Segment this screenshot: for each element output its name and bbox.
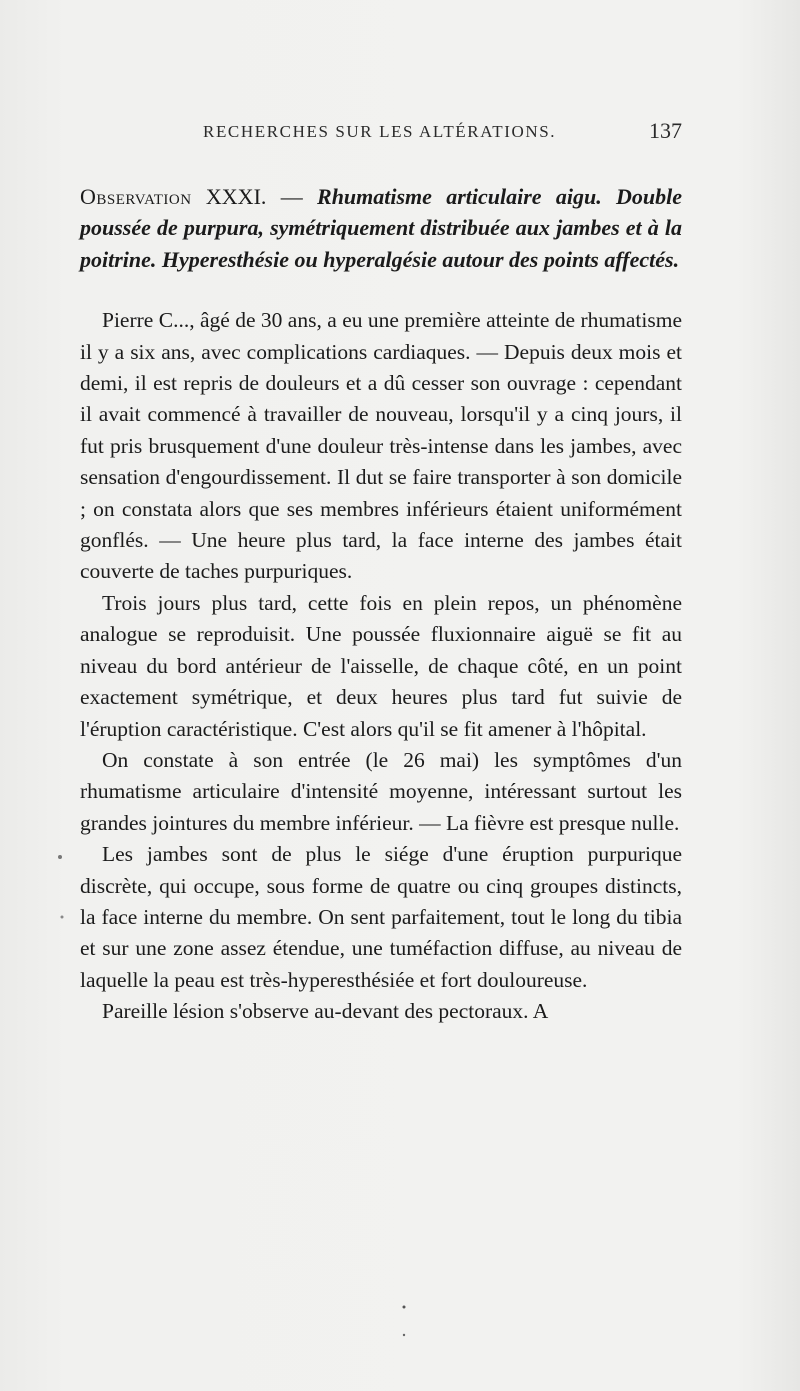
observation-title: Rhumatisme articulaire aigu. Double poussée de purpura, symétriquement distribuée aux jambes et à la poitrine. Hyperesthésie ou hyperalgésie autour des points affectés.: [80, 184, 683, 272]
observation-dash: —: [266, 184, 318, 209]
page-body: [80, 181, 682, 1028]
page-header: [80, 120, 682, 150]
page-number: 137: [649, 118, 682, 143]
paragraph-2: Trois jours plus tard, cette fois en plein repos, un phénomène analogue se reproduisit. Une poussée fluxionnaire aiguë se fit au niveau du bord antérieur de l'aisselle, de chaque côté, en un point exactement symétrique, et deux heures plus tard fut suivie de l'éruption caractéristique. C'est alors qu'il se fit amener à l'hôpital.: [80, 590, 682, 741]
paragraph-1: Pierre C..., âgé de 30 ans, a eu une première atteinte de rhumatisme il y a six ans, avec complications cardiaques. — Depuis deux mois et demi, il est repris de douleurs et a dû cesser son ouvrage : cependant il avait commencé à travailler de nouveau, lorsqu'il y a cinq jours, il fut pris brusquement d'une douleur très-intense dans les jambes, avec sensation d'engourdissement. Il dut se faire transporter à son domicile ; on constata alors que ses membres inférieurs étaient uniformément gonflés. — Une heure plus tard, la face interne des jambes était couverte de taches purpuriques.: [80, 308, 682, 584]
paragraph-3: On constate à son entrée (le 26 mai) les symptômes d'un rhumatisme articulaire d'intensité moyenne, intéressant surtout les grandes jointures du membre inférieur. — La fièvre est presque nulle.: [80, 747, 682, 835]
paper-speck: [58, 855, 62, 859]
paper-speck: [61, 916, 64, 919]
paragraph-4: Les jambes sont de plus le siége d'une éruption purpurique discrète, qui occupe, sous forme de quatre ou cinq groupes distincts, la face interne du membre. On sent parfaitement, tout le long du tibia et sur une zone assez étendue, une tuméfaction diffuse, au niveau de laquelle la peau est très-hyperesthésiée et fort douloureuse.: [80, 842, 682, 992]
running-title: RECHERCHES SUR LES ALTÉRATIONS.: [203, 122, 557, 141]
observation-number: XXXI.: [205, 184, 267, 209]
paragraph-5: Pareille lésion s'observe au-devant des pectoraux. A: [102, 999, 549, 1024]
paper-speck: [403, 1306, 406, 1309]
observation-label: Observation: [80, 184, 192, 209]
paper-speck: [403, 1334, 405, 1336]
observation-heading: [80, 181, 682, 275]
